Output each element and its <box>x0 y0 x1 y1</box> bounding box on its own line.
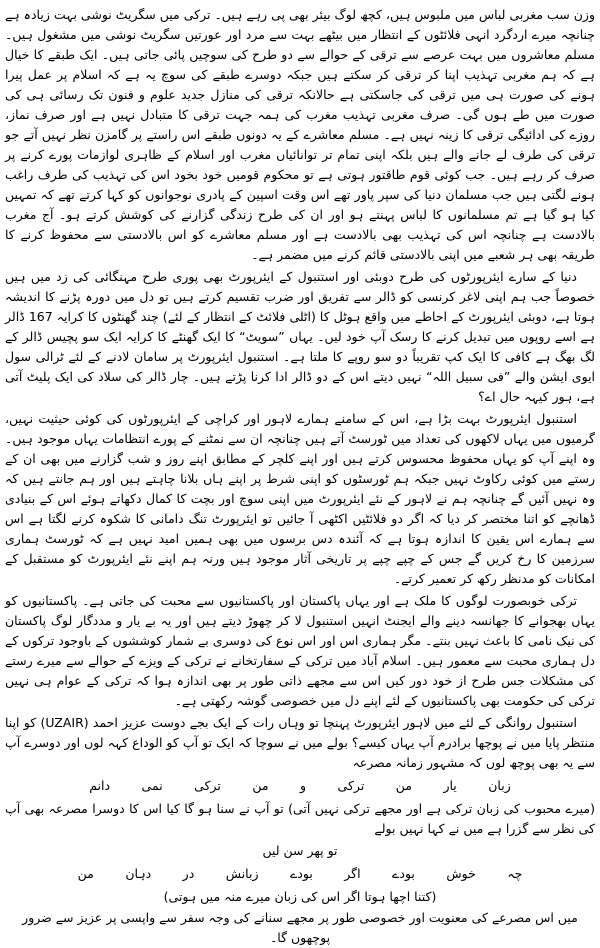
paragraph-3: استنبول ایئرپورٹ بہت بڑا ہے، اس کے سامنے ہمارے لاہور اور کراچی کے ایئرپورٹوں کی کوئی حیثیت نہیں، گرمیوں میں یہاں لاکھوں کی تعداد میں ٹورسٹ آتے ہیں چنانچہ ان سے نمٹنے کے پورے انتظامات یہاں موجود ہیں۔ وہ اپنے آپ کو یہاں محفوظ محسوس کرتے ہیں اور اپنے کلچر کے مطابق اپنے روز و شب گزارنے میں بھی ان کے رستے میں کوئی رکاوٹ نہیں جبکہ ہم ٹورسٹوں کو اپنی شرط پر اپنے ہاں بلانا چاہتے ہیں اور ہم جانتے ہیں کہ وہ نہیں آئیں گے چنانچہ ہم نے لاہور کے نئے ایئرپورٹ میں اپنی سوچ اور بچت کا کمال دکھاتے ہوئے اس کے بنیادی ڈھانچے کو اتنا مختصر کر دیا کہ اگر دو فلائٹیں اکٹھی آ جائیں تو ایئرپورٹ تنگ دامانی کا شکوہ کرنے لگتا ہے اس سے ہمارے اس یقین کا اندازہ ہوتا ہے کہ آئندہ دس برسوں میں بھی ہمیں امید نہیں ہے کہ ٹورسٹ ہماری سرزمین کا رخ کریں گے جس کے چپے چپے پر تاریخی آثار موجود ہیں ورنہ ہم اپنے نئے ایئرپورٹ کو مستقبل کے امکانات کو مدنظر رکھ کر تعمیر کرتے۔ <box>5 411 595 586</box>
paragraph-5: استنبول روانگی کے لئے میں لاہور ایئرپورٹ پہنچا تو وہاں رات کے ایک بجے دوست عزیز احمد (UZAIR) کو اپنا منتظر پایا میں نے پوچھا برادرم آپ یہاں کیسے؟ بولے میں نے سوچا کہ ایک تو آپ کو الوداع کہہ لوں اور دوسرے آپ سے یہ بھی پوچھ لوں کہ مشہور زمانہ مصرعہ <box>5 715 595 770</box>
paragraph-1: وزن سب مغربی لباس میں ملبوس ہیں، کچھ لوگ بیئر بھی پی رہے ہیں۔ ترکی میں سگریٹ نوشی بہت زیادہ ہے چنانچہ میرے اردگرد انہی فلائٹوں کے انتظار میں بیٹھے بہت سے مرد اور عورتیں سگریٹ نوشی میں مشغول ہیں۔ مسلم معاشروں میں بہت عرصے سے ترقی کے حوالے سے دو طرح کی سوچیں پائی جاتی ہیں۔ ایک طبقے کا خیال ہے کہ ہم مغربی تہذیب اپنا کر ترقی کر سکتے ہیں جبکہ دوسرے طبقے کی سوچ یہ ہے کہ اسلام پر عمل پیرا ہونے کی صورت ہی میں ترقی کی جاسکتی ہے حالانکہ ترقی کی منازل جدید علوم و فنون تک رسائی ہی کی صورت میں طے ہوں گی۔ صرف مغربی تہذیب مغرب کی ہمہ جہت ترقی کا متبادل نہیں ہے اور صرف نماز، روزے کی ادائیگی ترقی کا زینہ نہیں ہے۔ مسلم معاشرے کے یہ دونوں طبقے اس راستے پر گامزن نظر نہیں آتے جو ترقی کی طرف لے جانے والے ہیں بلکہ اپنی تمام تر توانائیاں مغرب اور اسلام کے ظاہری لوازمات پورے کرنے پر صرف کر رہے ہیں۔ جب کوئی قوم طاقتور ہوتی ہے تو محکوم قومیں خود بخود اس کی تہذیب کی طرف راغب ہونے لگتی ہیں جب مسلمان دنیا کی سپر پاور تھے اس وقت اسپین کے پادری نوجوانوں کو کہا کرتے تھے کہ تمہیں کیا ہو گیا ہے تم مسلمانوں کا لباس پہنتے ہو اور ان کی طرح زندگی گزارنے کی کوشش کرتے ہو۔ آج مغرب بالادست ہے چنانچہ اس کی تہذیب بھی بالادست ہے اور مسلم معاشرے کو اس بالادستی سے محفوظ کرنے کا طریقہ بھی ہر شعبے میں اپنی بالادستی قائم کرنے میں مضمر ہے۔ <box>5 7 595 262</box>
paragraph-4: ترکی خوبصورت لوگوں کا ملک ہے اور یہاں پاکستان اور پاکستانیوں سے محبت کی جاتی ہے۔ پاکستانیوں کو یہاں بھجوانے کا جھانسہ دینے والے ایجنٹ انہیں استنبول لا کر چھوڑ دیتے ہیں اور یہ بے یار و مددگار لوگ پاکستان کی نیک نامی کا باعث نہیں بنتے۔ مگر ہماری اس اور اس نوع کی دوسری بے شمار کوششوں کے باوجود ترکوں کے دل ہماری محبت سے معمور ہیں۔ اسلام آباد میں ترکی کے سفارتخانے نے ترکی کے ویزے کے حوالے سے میرے رستے کی مشکلات جس طرح از خود دور کیں اس سے مجھے ذاتی طور پر بھی اندازہ ہوا کہ ترکی کے عوام ہی نہیں ترکی کی حکومت بھی پاکستانیوں کے لئے اپنے دل میں خصوصی گوشہ رکھتی ہے۔ <box>5 593 595 708</box>
paragraph-2: دنیا کے سارے ایئرپورٹوں کی طرح دوبئی اور استنبول کے ایئرپورٹ بھی پوری طرح مہنگائی کی زد میں ہیں خصوصاً جب ہم اپنی لاغر کرنسی کو ڈالر سے تفریق اور ضرب تقسیم کرتے ہیں تو دل میں دورہ پڑنے کا اندیشہ ہوتا ہے، دوبئی ایئرپورٹ کے احاطے میں واقع ہوٹل کا (اٹلی فلائٹ کے انتظار کے لئے) چند گھنٹوں کا کرایہ 167 ڈالر ہے اسے روپوں میں تبدیل کرنے کا رسک آپ خود لیں۔ یہاں ”سویٹ“ کا ایک گھنٹے کا کرایہ ایک سو پچیس ڈالر کے لگ بھگ ہے کافی کا ایک کپ تقریباً دو سو روپے کا ملتا ہے۔ استنبول ایئرپورٹ پر سامان لادنے کے لئے ٹرالی سول ایوی ایشن والے ”فی سبیل اللہ“ نہیں دیتے اس کے دو ڈالر ادا کرنا پڑتے ہیں۔ چار ڈالر کی سلاد کی ایک پلیٹ آتی ہے، ہور کیہہ حال اے؟ <box>5 269 595 404</box>
verse-translation-note-2: (کتنا اچھا ہوتا اگر اس کی زبان میرے منہ میں ہوتی) <box>163 889 437 904</box>
verse-translation-note-1: (میرے محبوب کی زبان ترکی ہے اور مجھے ترکی نہیں آتی) تو آپ نے سنا ہو گا کیا اس کا دوسرا مصرعہ بھی آپ کی نظر سے گزرا ہے میں نے کہا نہیں بولے <box>5 801 595 836</box>
verse-line-1: زبان یار من ترکی و من ترکی نمی دانم <box>89 778 511 793</box>
closing-line: میں اس مصرعے کی معنویت اور خصوصی طور پر مجھے سنانے کی وجہ سفر سے واپسی پر عزیز سے ضرور پوچھوں گا۔ <box>22 910 578 945</box>
continuation-line: تو پھر سن لیں <box>262 843 338 858</box>
verse-line-2: چہ خوش بودے اگر بودے زبانش در دہان من <box>77 866 523 881</box>
